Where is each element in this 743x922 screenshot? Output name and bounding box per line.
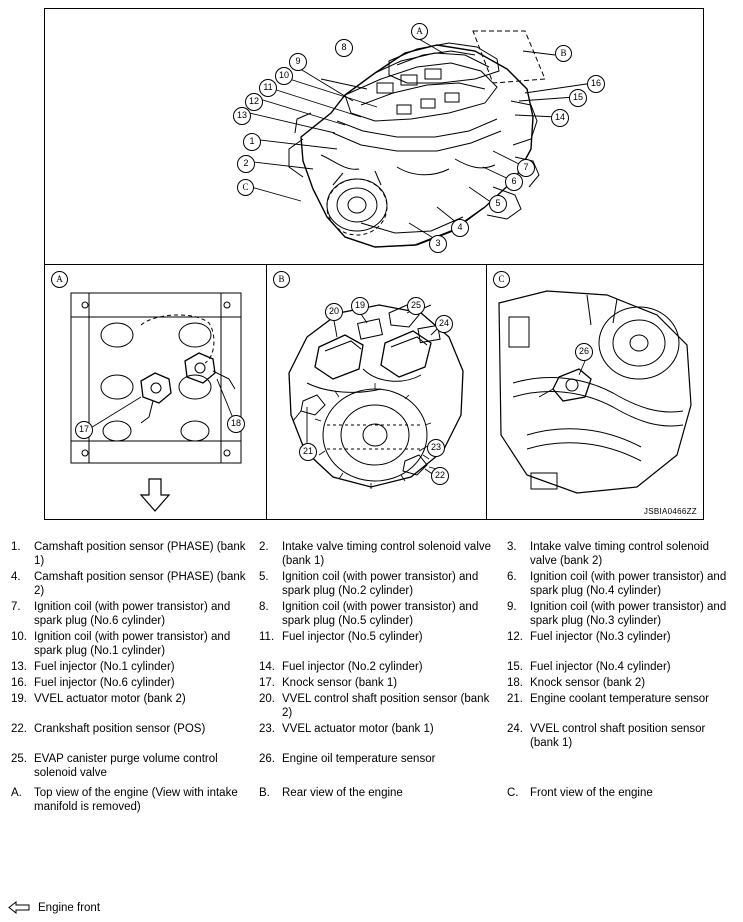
list-item: 20. VVEL control shaft position sensor (bank 2) xyxy=(259,693,490,719)
list-item: 2. Intake valve timing control solenoid valve (bank 1) xyxy=(259,541,492,567)
callout-16: 16 xyxy=(587,75,605,93)
legend-row-letters xyxy=(8,786,736,814)
callout-8: 8 xyxy=(335,39,353,57)
list-item: B. Rear view of the engine xyxy=(259,787,403,799)
leader-lines-overview xyxy=(45,9,703,264)
callout-21: 21 xyxy=(299,443,317,461)
list-item: 23. VVEL actuator motor (bank 1) xyxy=(259,723,434,735)
list-item: 25. EVAP canister purge volume control solenoid valve xyxy=(11,753,218,779)
detail-panel-c xyxy=(487,265,703,520)
arrow-left-icon xyxy=(8,901,30,914)
callout-10: 10 xyxy=(275,67,293,85)
callout-25: 25 xyxy=(407,297,425,315)
callout-19: 19 xyxy=(351,297,369,315)
legend-row xyxy=(8,660,736,674)
component-location-figure xyxy=(44,8,704,520)
list-item: 11. Fuel injector (No.5 cylinder) xyxy=(259,631,423,643)
list-item: C. Front view of the engine xyxy=(507,787,653,799)
list-item: A. Top view of the engine (View with intake manifold is removed) xyxy=(11,787,238,813)
callout-11: 11 xyxy=(259,79,277,97)
callout-24: 24 xyxy=(435,315,453,333)
list-item: 7. Ignition coil (with power transistor) and spark plug (No.6 cylinder) xyxy=(11,601,231,627)
legend-row xyxy=(8,570,736,598)
panel-b-illustration xyxy=(267,265,486,519)
legend-row xyxy=(8,692,736,720)
list-item: 8. Ignition coil (with power transistor) and spark plug (No.5 cylinder) xyxy=(259,601,479,627)
list-item: 5. Ignition coil (with power transistor) and spark plug (No.2 cylinder) xyxy=(259,571,479,597)
detail-panel-c-letter: C xyxy=(493,271,510,288)
list-item: 10. Ignition coil (with power transistor) and spark plug (No.1 cylinder) xyxy=(11,631,231,657)
list-item: 16. Fuel injector (No.6 cylinder) xyxy=(11,677,175,689)
callout-17: 17 xyxy=(75,421,93,439)
list-item: 12. Fuel injector (No.3 cylinder) xyxy=(507,631,671,643)
list-item: 13. Fuel injector (No.1 cylinder) xyxy=(11,661,175,673)
callout-15: 15 xyxy=(569,89,587,107)
list-item: 17. Knock sensor (bank 1) xyxy=(259,677,398,689)
list-item: 24. VVEL control shaft position sensor (bank 1) xyxy=(507,723,706,749)
list-item: 3. Intake valve timing control solenoid valve (bank 2) xyxy=(507,541,709,567)
legend-row xyxy=(8,630,736,658)
callout-18: 18 xyxy=(227,415,245,433)
callout-4: 4 xyxy=(451,219,469,237)
callout-23: 23 xyxy=(427,439,445,457)
legend-row xyxy=(8,540,736,568)
callout-5: 5 xyxy=(489,195,507,213)
callout-3: 3 xyxy=(429,235,447,253)
engine-overview-panel xyxy=(45,9,703,265)
panel-c-illustration xyxy=(487,265,702,519)
detail-panel-a xyxy=(45,265,267,520)
list-item: 19. VVEL actuator motor (bank 2) xyxy=(11,693,186,705)
list-item: 1. Camshaft position sensor (PHASE) (bank 1) xyxy=(11,541,246,567)
list-item xyxy=(504,752,736,780)
list-item: 9. Ignition coil (with power transistor) and spark plug (No.3 cylinder) xyxy=(507,601,727,627)
detail-panel-b xyxy=(267,265,487,520)
panel-letter-b-marker: B xyxy=(555,45,572,62)
callout-20: 20 xyxy=(325,303,343,321)
list-item: 14. Fuel injector (No.2 cylinder) xyxy=(259,661,423,673)
panel-letter-c-marker: C xyxy=(237,179,254,196)
list-item: 22. Crankshaft position sensor (POS) xyxy=(11,723,206,735)
legend-row xyxy=(8,676,736,690)
callout-26: 26 xyxy=(575,343,593,361)
list-item: 4. Camshaft position sensor (PHASE) (bank 2) xyxy=(11,571,246,597)
legend-list xyxy=(8,540,736,816)
panel-letter-a-marker: A xyxy=(411,23,428,40)
callout-13: 13 xyxy=(233,107,251,125)
engine-front-note xyxy=(8,901,100,914)
callout-22: 22 xyxy=(431,467,449,485)
legend-row xyxy=(8,722,736,750)
drawing-id-label: JSBIA0466ZZ xyxy=(643,507,697,516)
callout-2: 2 xyxy=(237,155,255,173)
list-item: 21. Engine coolant temperature sensor xyxy=(507,693,709,705)
legend-row xyxy=(8,600,736,628)
detail-panels-row xyxy=(45,265,703,520)
list-item: 6. Ignition coil (with power transistor) and spark plug (No.4 cylinder) xyxy=(507,571,727,597)
detail-panel-b-letter: B xyxy=(273,271,290,288)
callout-9: 9 xyxy=(289,53,307,71)
list-item: 15. Fuel injector (No.4 cylinder) xyxy=(507,661,671,673)
list-item: 26. Engine oil temperature sensor xyxy=(259,753,436,765)
panel-a-illustration xyxy=(45,265,266,519)
callout-6: 6 xyxy=(505,173,523,191)
list-item: 18. Knock sensor (bank 2) xyxy=(507,677,646,689)
engine-front-label: Engine front xyxy=(38,901,101,914)
callout-7: 7 xyxy=(517,159,535,177)
callout-12: 12 xyxy=(245,93,263,111)
detail-panel-a-letter: A xyxy=(51,271,68,288)
legend-row xyxy=(8,752,736,780)
callout-1: 1 xyxy=(243,133,261,151)
callout-14: 14 xyxy=(551,109,569,127)
